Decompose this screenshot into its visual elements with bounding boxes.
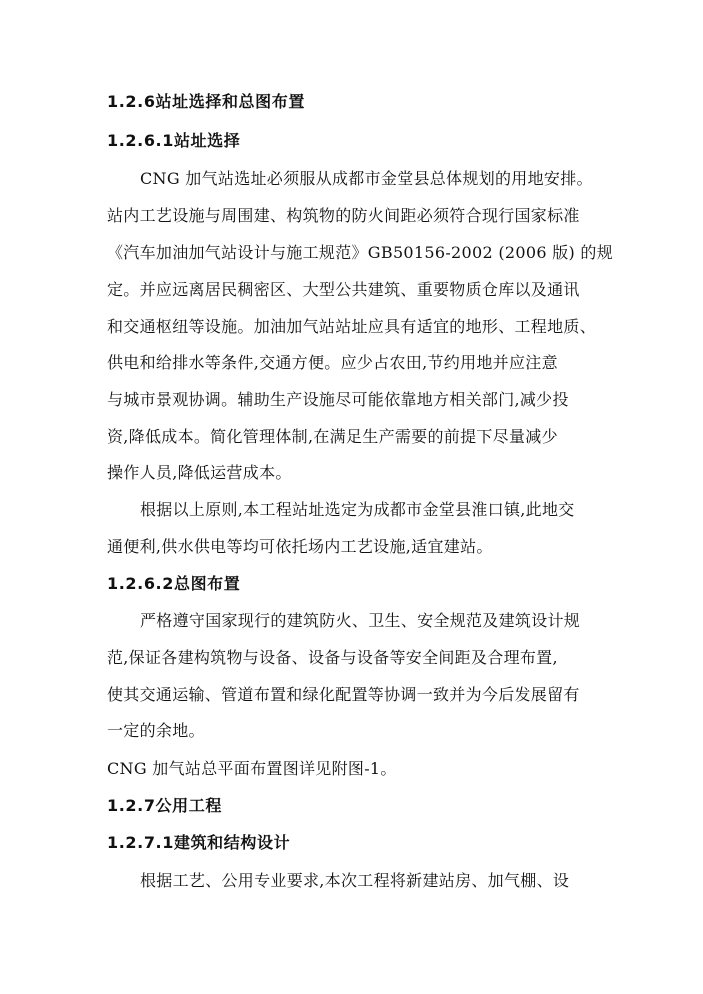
paragraph-line: 和交通枢纽等设施。加油加气站站址应具有适宜的地形、工程地质、 — [107, 317, 597, 336]
paragraph-line: 根据以上原则,本工程站址选定为成都市金堂县淮口镇,此地交 — [140, 500, 575, 519]
paragraph-line: 根据工艺、公用专业要求,本次工程将新建站房、加气棚、设 — [140, 871, 570, 890]
paragraph-line: 资,降低成本。简化管理体制,在满足生产需要的前提下尽量减少 — [107, 427, 558, 446]
paragraph-line: 通便利,供水供电等均可依托场内工艺设施,适宜建站。 — [107, 537, 493, 556]
section-heading-1-2-7-1: 1.2.7.1建筑和结构设计 — [107, 833, 291, 852]
paragraph-line: 与城市景观协调。辅助生产设施尽可能依靠地方相关部门,减少投 — [107, 390, 569, 409]
section-heading-1-2-7: 1.2.7公用工程 — [107, 796, 222, 815]
section-heading-1-2-6-2: 1.2.6.2总图布置 — [107, 574, 241, 593]
paragraph-line: 使其交通运输、管道布置和绿化配置等协调一致并为今后发展留有 — [107, 685, 580, 704]
paragraph-line: CNG 加气站总平面布置图详见附图-1。 — [107, 759, 397, 778]
paragraph-line: 一定的余地。 — [107, 721, 205, 740]
paragraph-line: 站内工艺设施与周围建、构筑物的防火间距必须符合现行国家标准 — [107, 206, 580, 225]
section-heading-1-2-6: 1.2.6站址选择和总图布置 — [107, 92, 305, 111]
paragraph-line: 严格遵守国家现行的建筑防火、卫生、安全规范及建筑设计规 — [140, 611, 581, 630]
paragraph-line: CNG 加气站选址必须服从成都市金堂县总体规划的用地安排。 — [140, 169, 593, 188]
paragraph-line: 供电和给排水等条件,交通方便。应少占农田,节约用地并应注意 — [107, 353, 558, 372]
paragraph-line: 定。并应远离居民稠密区、大型公共建筑、重要物质仓库以及通讯 — [107, 280, 580, 299]
paragraph-line: 《汽车加油加气站设计与施工规范》GB50156-2002 (2006 版) 的规 — [107, 243, 614, 262]
section-heading-1-2-6-1: 1.2.6.1站址选择 — [107, 131, 241, 150]
paragraph-line: 范,保证各建构筑物与设备、设备与设备等安全间距及合理布置, — [107, 648, 558, 667]
paragraph-line: 操作人员,降低运营成本。 — [107, 463, 292, 482]
